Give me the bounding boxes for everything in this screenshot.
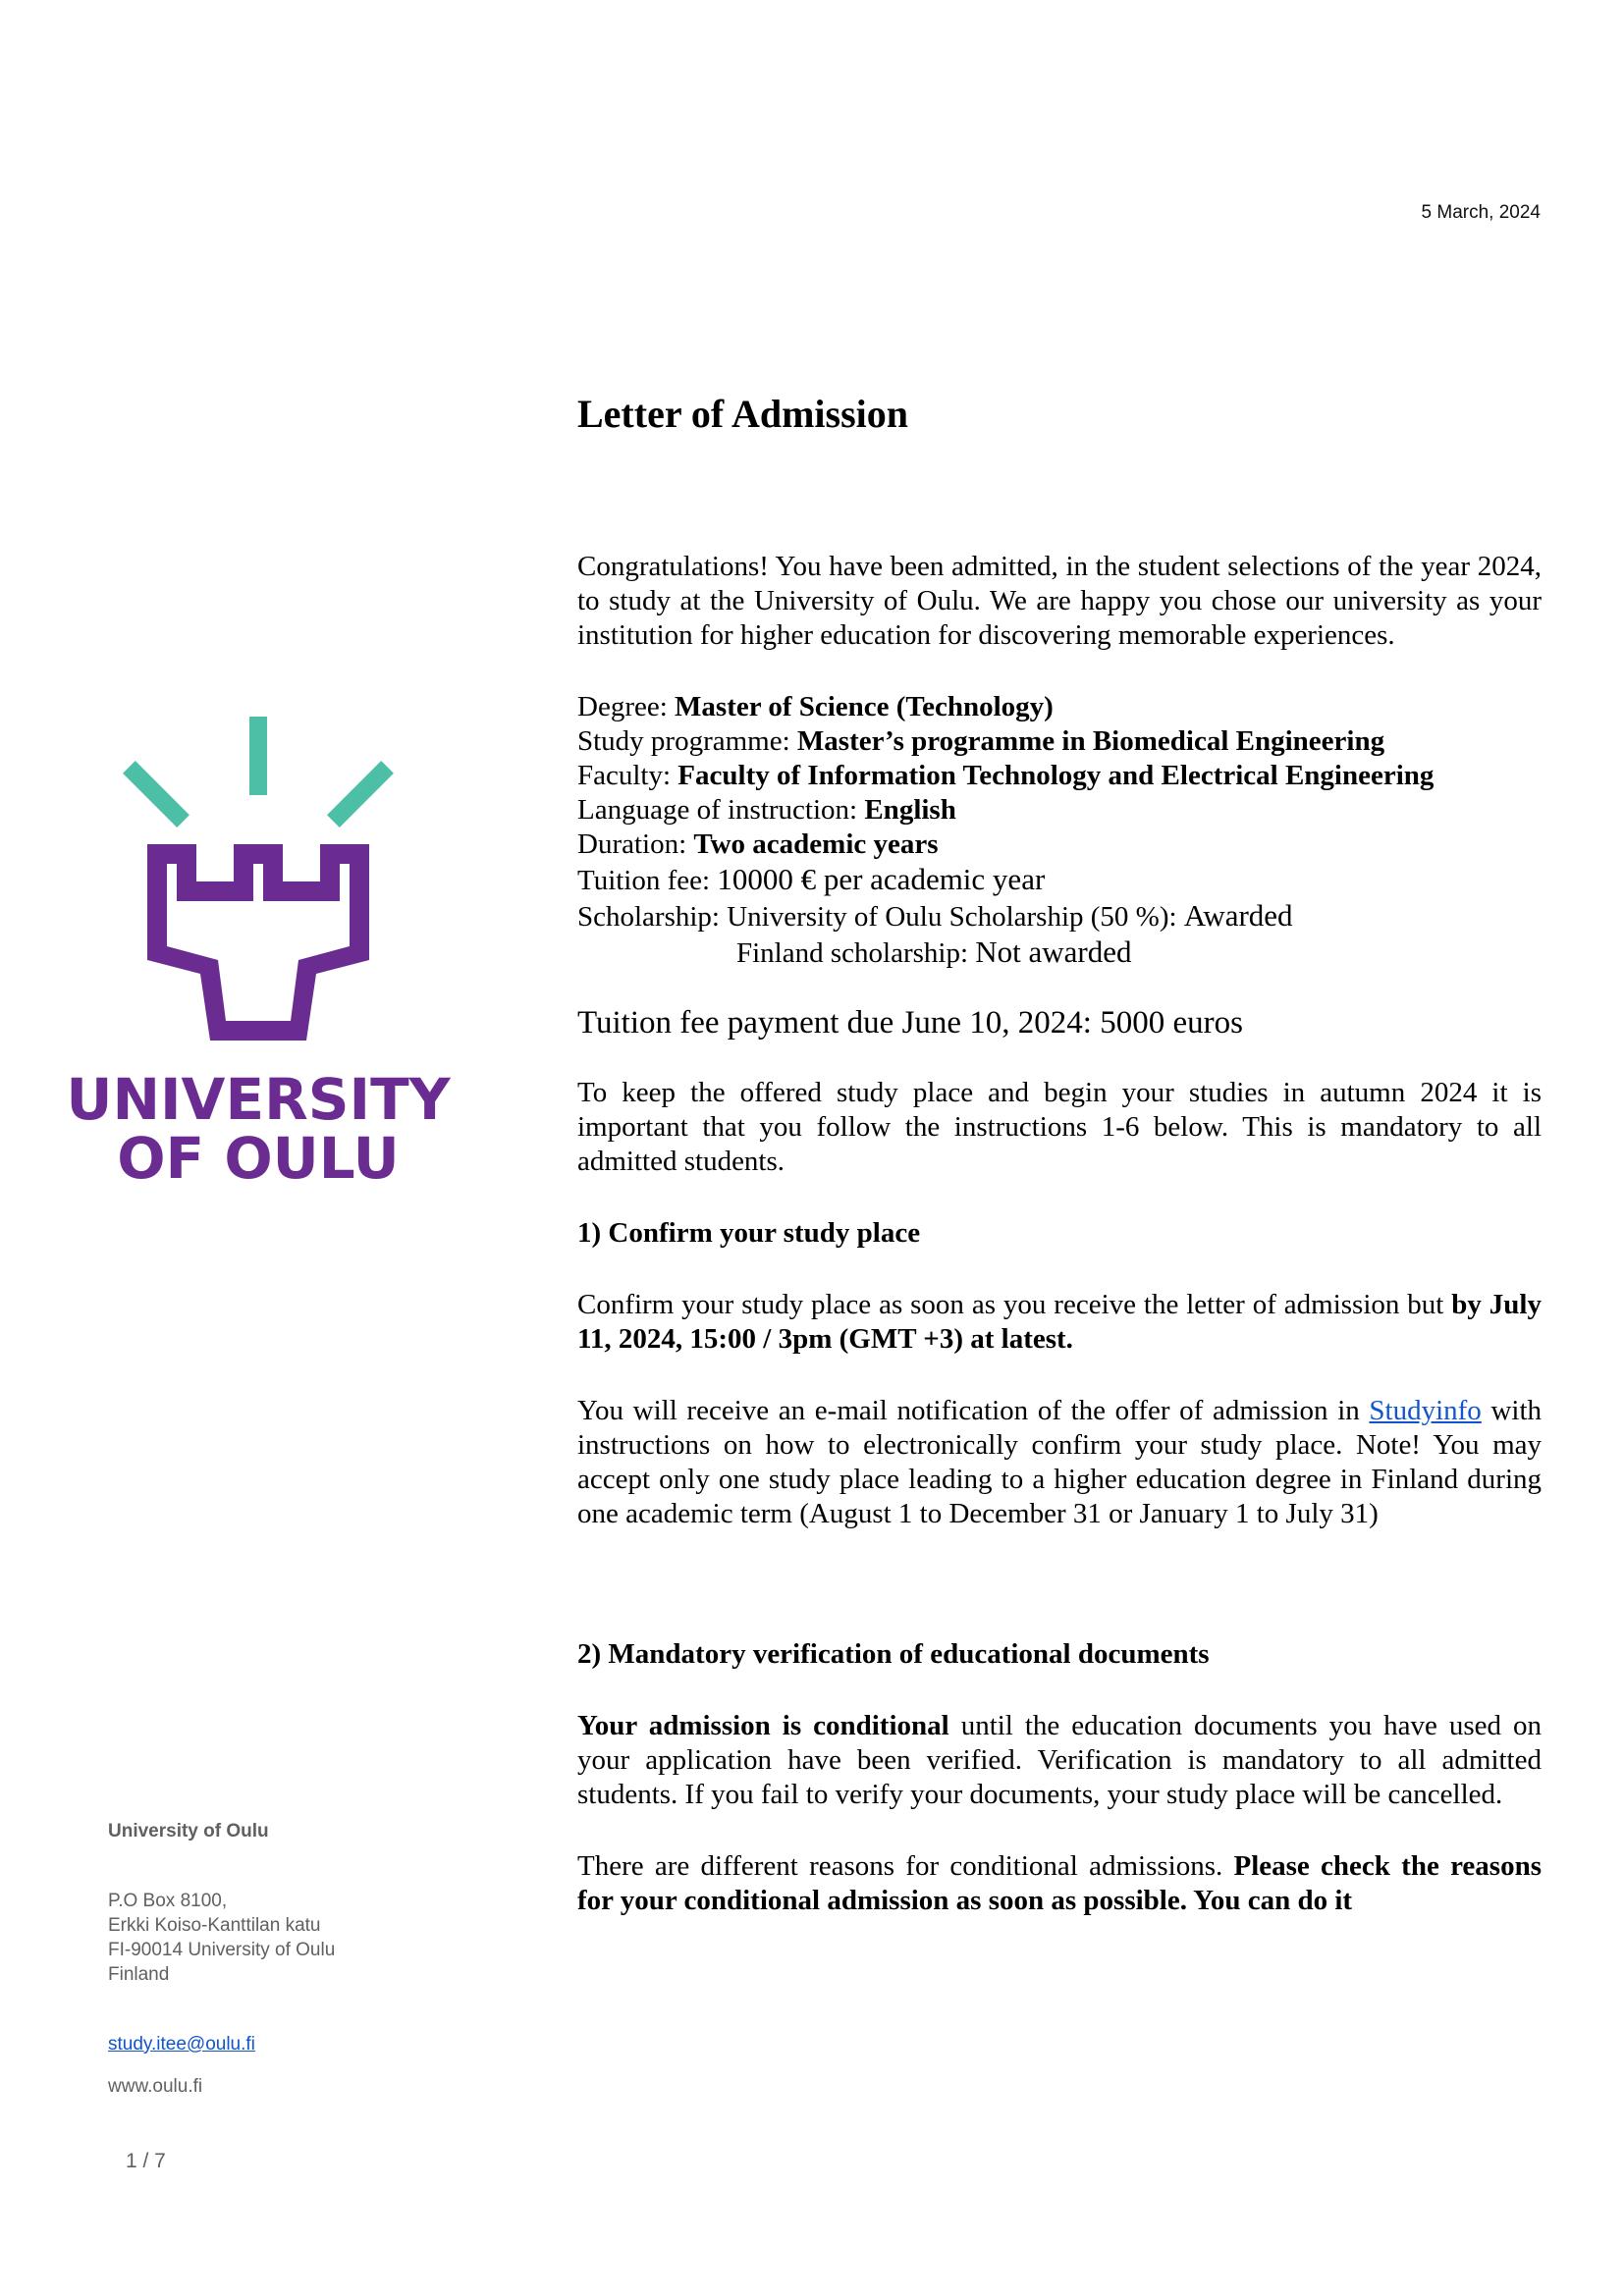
section1-paragraph1: Confirm your study place as soon as you receive the letter of admission but by July 11, 2024, 15:00 / 3pm (GMT +3) at latest. <box>577 1289 1542 1355</box>
detail-faculty: Faculty: Faculty of Information Technology and Electrical Engineering <box>577 760 1435 791</box>
page-number: 1 / 7 <box>126 2150 166 2172</box>
section1-paragraph2: You will receive an e-mail notification of the offer of admission in Studyinfo with instructions on how to electronically confirm your study place. Note! You may accept only one study place leading to a higher education degree in Finland during one academic term (August 1 to December 31 or January 1 to July 31) <box>577 1395 1543 1529</box>
payment-due: Tuition fee payment due June 10, 2024: 5000 euros <box>577 1005 1243 1041</box>
letter-body <box>577 391 1542 1918</box>
logo-ray-right <box>327 761 394 828</box>
address-line: P.O Box 8100, <box>108 1891 228 1911</box>
contact-sidebar <box>108 1819 335 2099</box>
logo-text-line1: UNIVERSITY <box>66 1066 451 1133</box>
logo-ray-center <box>249 717 267 795</box>
sidebar-org-name: University of Oulu <box>108 1821 269 1842</box>
section2-paragraph1: Your admission is conditional until the education documents you have used on your application have been verified. Verification is mandatory to all admitted students. If you fail to verify your documents, your study place will be cancelled. <box>577 1710 1542 1810</box>
intro-paragraph: Congratulations! You have been admitted, in the student selections of the year 2024, to study at the University of Oulu. We are happy you chose our university as your institution for higher education for discovering memorable experiences. <box>577 551 1542 651</box>
section2-paragraph2: There are different reasons for conditional admissions. Please check the reasons for your conditional admission as soon as possible. You can do it <box>577 1850 1543 1916</box>
website-text: www.oulu.fi <box>108 2076 203 2097</box>
detail-finland-scholarship: Finland scholarship: Not awarded <box>736 934 1132 969</box>
address-line: Erkki Koiso-Kanttilan katu <box>108 1915 321 1936</box>
detail-language: Language of instruction: English <box>577 794 956 826</box>
logo-ray-left <box>123 761 189 828</box>
detail-duration: Duration: Two academic years <box>577 828 939 860</box>
contact-email-link[interactable]: study.itee@oulu.fi <box>108 2034 255 2055</box>
section2-heading: 2) Mandatory verification of educational documents <box>577 1638 1210 1670</box>
letter-date: 5 March, 2024 <box>1421 202 1541 223</box>
logo-tower <box>147 844 369 1041</box>
logo-rays <box>123 717 394 828</box>
page-title: Letter of Admission <box>577 392 909 436</box>
keep-place-paragraph: To keep the offered study place and begin your studies in autumn 2024 it is important that you follow the instructions 1-6 below. This is mandatory to all admitted students. <box>577 1077 1542 1177</box>
logo-text-line2: OF OULU <box>117 1125 400 1192</box>
detail-degree: Degree: Master of Science (Technology) <box>577 691 1054 722</box>
studyinfo-link[interactable]: Studyinfo <box>1369 1395 1482 1426</box>
detail-scholarship: Scholarship: University of Oulu Scholarship (50 %): Awarded <box>577 898 1293 933</box>
address-line: FI-90014 University of Oulu <box>108 1940 336 1960</box>
sidebar-address <box>108 1889 335 1987</box>
admission-details <box>577 690 1542 971</box>
section1-heading: 1) Confirm your study place <box>577 1217 921 1249</box>
university-logo-graphic <box>66 717 451 1192</box>
address-line: Finland <box>108 1964 170 1985</box>
detail-tuition: Tuition fee: 10000 € per academic year <box>577 862 1046 896</box>
university-logo <box>66 717 451 1192</box>
detail-programme: Study programme: Master’s programme in Biomedical Engineering <box>577 725 1385 757</box>
